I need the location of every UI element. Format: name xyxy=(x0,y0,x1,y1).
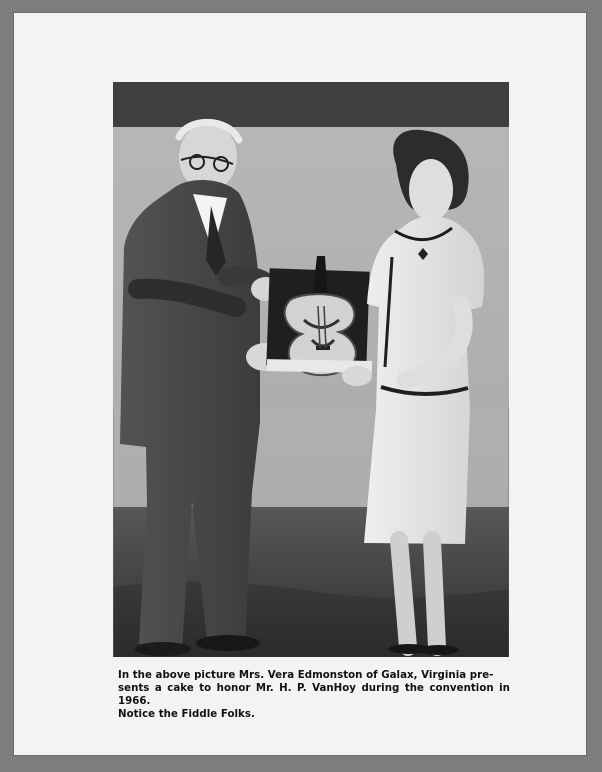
photograph-icon xyxy=(113,82,509,657)
photo-caption xyxy=(118,669,510,721)
woman-hand xyxy=(342,366,372,386)
caption-line-1: In the above picture Mrs. Vera Edmonston of Galax, Virginia pre- xyxy=(118,670,494,681)
fiddle-cake xyxy=(266,256,372,375)
woman-face xyxy=(409,159,453,221)
document-page xyxy=(13,12,587,756)
caption-line-2: sents a cake to honor Mr. H. P. VanHoy during the convention in 1966. xyxy=(118,683,510,707)
woman-right-shoe xyxy=(419,645,459,655)
black-and-white-photograph xyxy=(113,82,509,657)
caption-line-3: Notice the Fiddle Folks. xyxy=(118,709,255,720)
man-left-shoe xyxy=(135,642,191,656)
dark-top-band xyxy=(113,82,509,127)
man-right-shoe xyxy=(196,635,260,651)
